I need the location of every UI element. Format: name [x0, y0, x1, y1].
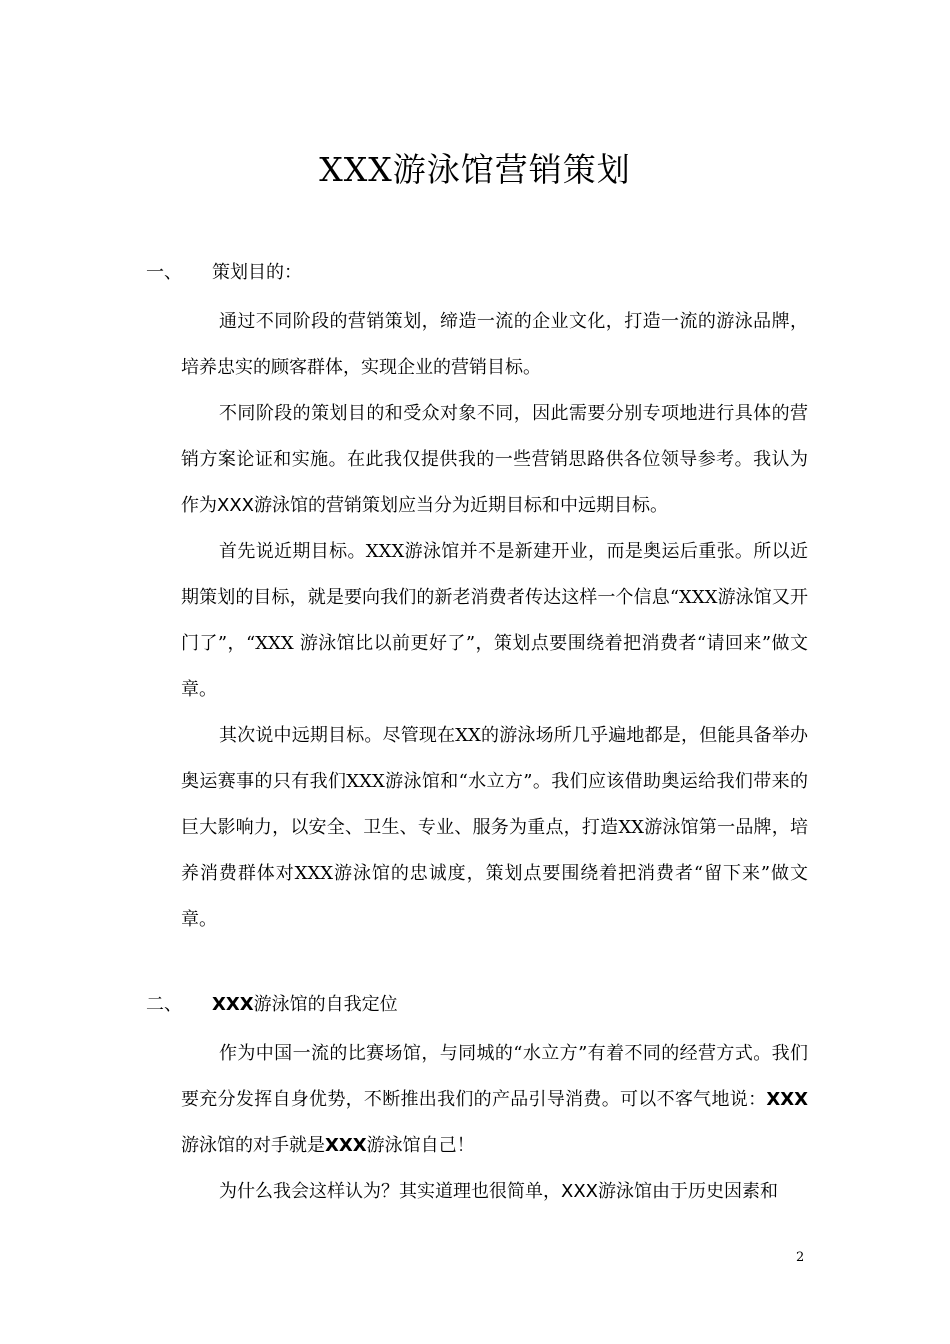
paragraph-text: 作为中国一流的比赛场馆，与同城的“水立方”有着不同的经营方式。我们要充分发挥自身优势，不断推出我们的产品引导消费。可以不客气地说：	[181, 1043, 808, 1110]
paragraph: 其次说中远期目标。尽管现在XX的游泳场所几乎遍地都是，但能具备举办奥运赛事的只有我们XXX游泳馆和“水立方”。我们应该借助奥运给我们带来的巨大影响力，以安全、卫生、专业、服务为重点，打造XX游泳馆第一品牌，培养消费群体对XXX游泳馆的忠诚度，策划点要围绕着把消费者“留下来”做文章。	[181, 725, 808, 930]
brand-name: XXX	[212, 994, 254, 1015]
section-heading-2	[146, 990, 398, 1020]
paragraph: 通过不同阶段的营销策划，缔造一流的企业文化，打造一流的游泳品牌，培养忠实的顾客群体，实现企业的营销目标。	[181, 311, 808, 378]
paragraph	[181, 1169, 808, 1215]
document-title: XXX游泳馆营销策划	[319, 150, 631, 189]
section-heading-text: 游泳馆的自我定位	[253, 994, 398, 1015]
paragraph-text: 不同阶段的策划目的和受众对象不同，因此需要分别专项地进行具体的营销方案论证和实施。在此我仅提供我的一些营销思路供各位领导参考。我认为作为	[181, 403, 808, 516]
brand-name: XXX	[561, 1181, 598, 1202]
paragraph: 首先说近期目标。XXX游泳馆并不是新建开业，而是奥运后重张。所以近期策划的目标，就是要向我们的新老消费者传达这样一个信息“XXX游泳馆又开门了”，“XXX 游泳馆比以前更好了”，策划点要围绕着把消费者“请回来”做文章。	[181, 541, 808, 700]
paragraph-text: 游泳馆的营销策划应当分为近期目标和中远期目标。	[254, 495, 668, 516]
section-number: 二、	[146, 994, 182, 1015]
paragraph-text: 游泳馆由于历史因素和	[598, 1181, 778, 1202]
section-heading-text: 策划目的：	[212, 262, 302, 283]
page-number: 2	[796, 1250, 805, 1265]
section-number: 一、	[146, 262, 182, 283]
brand-name: XXX	[325, 1135, 367, 1156]
brand-name: XXX	[217, 495, 254, 516]
paragraph	[181, 1031, 808, 1169]
paragraph	[181, 391, 808, 529]
section-heading-1	[146, 258, 302, 288]
brand-name: XXX	[766, 1089, 808, 1110]
paragraph-text: 游泳馆的对手就是	[181, 1135, 325, 1156]
paragraph-text: 为什么我会这样认为？其实道理也很简单，	[219, 1181, 561, 1202]
paragraph-text: 游泳馆自己！	[366, 1135, 475, 1156]
